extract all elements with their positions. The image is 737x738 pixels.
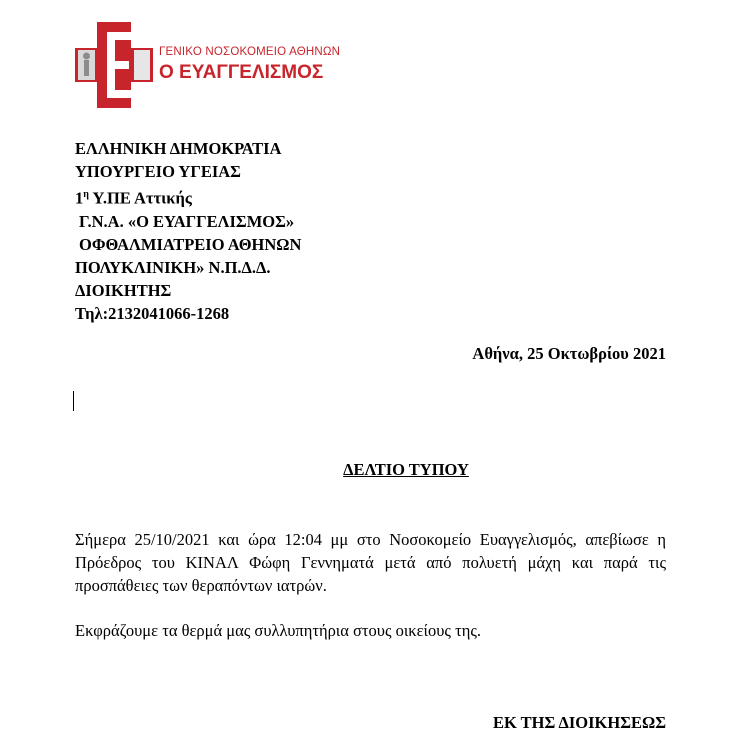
body-paragraph-1: Σήμερα 25/10/2021 και ώρα 12:04 μμ στο Νοσοκομείο Ευαγγελισμός, απεβίωσε η Πρόεδρος του ΚΙΝΑΛ Φώφη Γεννηματά μετά από πολυετή μάχη και παρά τις προσπάθειες των θεραπόντων ιατρών. <box>75 530 666 595</box>
header-line-phone: Τηλ:2132041066-1268 <box>75 303 230 323</box>
header-line-administration: ΔΙΟΙΚΗΤΗΣ <box>75 280 172 300</box>
body-paragraph-2: Εκφράζουμε τα θερμά μας συλλυπητήρια στους οικείους της. <box>75 621 481 640</box>
letterhead <box>75 137 301 325</box>
document-title-wrap <box>0 460 737 480</box>
header-line-eye-clinic: ΟΦΘΑΛΜΙΑΤΡΕΙΟ ΑΘΗΝΩΝ <box>79 234 302 254</box>
health-region-name: Υ.ΠΕ Αττικής <box>88 188 192 208</box>
header-line-hospital: Γ.Ν.Α. «Ο ΕΥΑΓΓΕΛΙΣΜΟΣ» <box>79 211 295 231</box>
header-line-polyclinic: ΠΟΛΥΚΛΙΝΙΚΗ» Ν.Π.Δ.Δ. <box>75 257 271 277</box>
text-cursor[interactable] <box>73 391 74 411</box>
header-line-republic: ΕΛΛΗΝΙΚΗ ΔΗΜΟΚΡΑΤΙΑ <box>75 139 282 158</box>
logo-hospital-title: Ο ΕΥΑΓΓΕΛΙΣΜΟΣ <box>159 62 324 83</box>
header-line-ministry: ΥΠΟΥΡΓΕΙΟ ΥΓΕΙΑΣ <box>75 162 241 181</box>
header-line-health-region <box>75 183 301 210</box>
signature: ΕΚ ΤΗΣ ΔΙΟΙΚΗΣΕΩΣ <box>493 713 666 732</box>
health-region-number: 1 <box>75 188 84 208</box>
document-date: Αθήνα, 25 Οκτωβρίου 2021 <box>472 344 666 363</box>
red-cross-logo-icon <box>75 22 153 108</box>
health-region-superscript: η <box>83 189 89 200</box>
logo-hospital-name: ΓΕΝΙΚΟ ΝΟΣΟΚΟΜΕΙΟ ΑΘΗΝΩΝ <box>159 46 341 58</box>
hospital-logo <box>75 22 340 108</box>
document-title: ΔΕΛΤΙΟ ΤΥΠΟΥ <box>343 460 469 479</box>
